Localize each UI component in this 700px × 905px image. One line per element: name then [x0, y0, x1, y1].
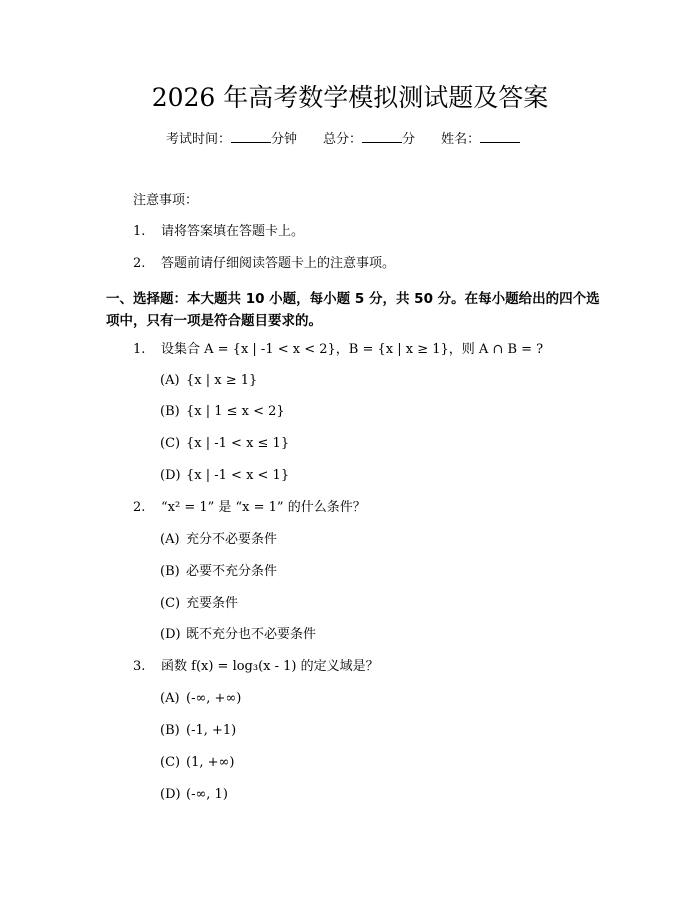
option-text: 必要不充分条件: [186, 564, 278, 579]
score-label: 总分：: [323, 132, 363, 147]
notice-item-text: 请将答案填在答题卡上。: [161, 224, 305, 239]
option-label: (C): [160, 596, 181, 611]
option-label: (B): [160, 564, 180, 579]
question-number: 1.: [133, 342, 146, 357]
score-blank[interactable]: [362, 129, 402, 143]
option-label: (A): [160, 691, 180, 706]
option-text: (-∞, 1): [186, 787, 228, 802]
exam-info-row: [166, 129, 520, 151]
answer-option[interactable]: [160, 434, 289, 454]
question-stem: [133, 498, 366, 518]
option-text: {x | x ≥ 1}: [186, 373, 258, 388]
answer-option[interactable]: [160, 625, 316, 645]
option-text: (1, +∞): [186, 755, 235, 770]
option-text: {x | -1 < x ≤ 1}: [186, 436, 290, 451]
answer-option[interactable]: [160, 594, 238, 614]
option-text: 充要条件: [186, 596, 239, 611]
question-text: “x² = 1” 是 “x = 1” 的什么条件？: [161, 500, 366, 515]
option-label: (D): [160, 468, 181, 483]
option-label: (D): [160, 787, 181, 802]
option-label: (A): [160, 532, 180, 547]
question-number: 2.: [133, 500, 146, 515]
answer-option[interactable]: [160, 689, 241, 709]
option-text: (-1, +1): [186, 723, 237, 738]
notice-item: [133, 254, 395, 274]
notice-heading: 注意事项：: [133, 193, 199, 208]
notice-item-number: 2.: [133, 256, 146, 271]
score-unit: 分: [402, 132, 416, 147]
option-label: (C): [160, 755, 181, 770]
option-text: (-∞, +∞): [186, 691, 242, 706]
page-title: 2026 年高考数学模拟测试题及答案: [151, 83, 549, 112]
option-text: {x | 1 ≤ x < 2}: [186, 404, 285, 419]
time-blank[interactable]: [231, 129, 271, 143]
option-text: 充分不必要条件: [186, 532, 278, 547]
notice-item: [133, 222, 304, 242]
question-text: 设集合 A = {x | -1 < x < 2}，B = {x | x ≥ 1}，则 A ∩ B = ?: [161, 342, 544, 357]
notice-item-number: 1.: [133, 224, 146, 239]
question-stem: [133, 340, 543, 360]
question-number: 3.: [133, 659, 146, 674]
option-label: (A): [160, 373, 180, 388]
answer-option[interactable]: [160, 466, 289, 486]
time-unit: 分钟: [271, 132, 298, 147]
option-label: (B): [160, 404, 180, 419]
question-stem: [133, 657, 379, 677]
notice-item-text: 答题前请仔细阅读答题卡上的注意事项。: [161, 256, 396, 271]
option-label: (C): [160, 436, 181, 451]
answer-option[interactable]: [160, 753, 234, 773]
option-text: 既不充分也不必要条件: [186, 627, 317, 642]
answer-option[interactable]: [160, 402, 285, 422]
answer-option[interactable]: [160, 530, 277, 550]
question-text: 函数 f(x) = log₃(x - 1) 的定义域是？: [161, 659, 379, 674]
answer-option[interactable]: [160, 721, 236, 741]
option-text: {x | -1 < x < 1}: [186, 468, 290, 483]
answer-option[interactable]: [160, 785, 228, 805]
option-label: (D): [160, 627, 181, 642]
section-heading: 一、选择题：本大题共 10 小题，每小题 5 分，共 50 分。在每小题给出的四个选项中，只有一项是符合题目要求的。: [106, 291, 600, 329]
answer-option[interactable]: [160, 562, 277, 582]
name-label: 姓名：: [441, 132, 481, 147]
option-label: (B): [160, 723, 180, 738]
time-label: 考试时间：: [166, 132, 232, 147]
answer-option[interactable]: [160, 371, 257, 391]
name-blank[interactable]: [480, 129, 520, 143]
